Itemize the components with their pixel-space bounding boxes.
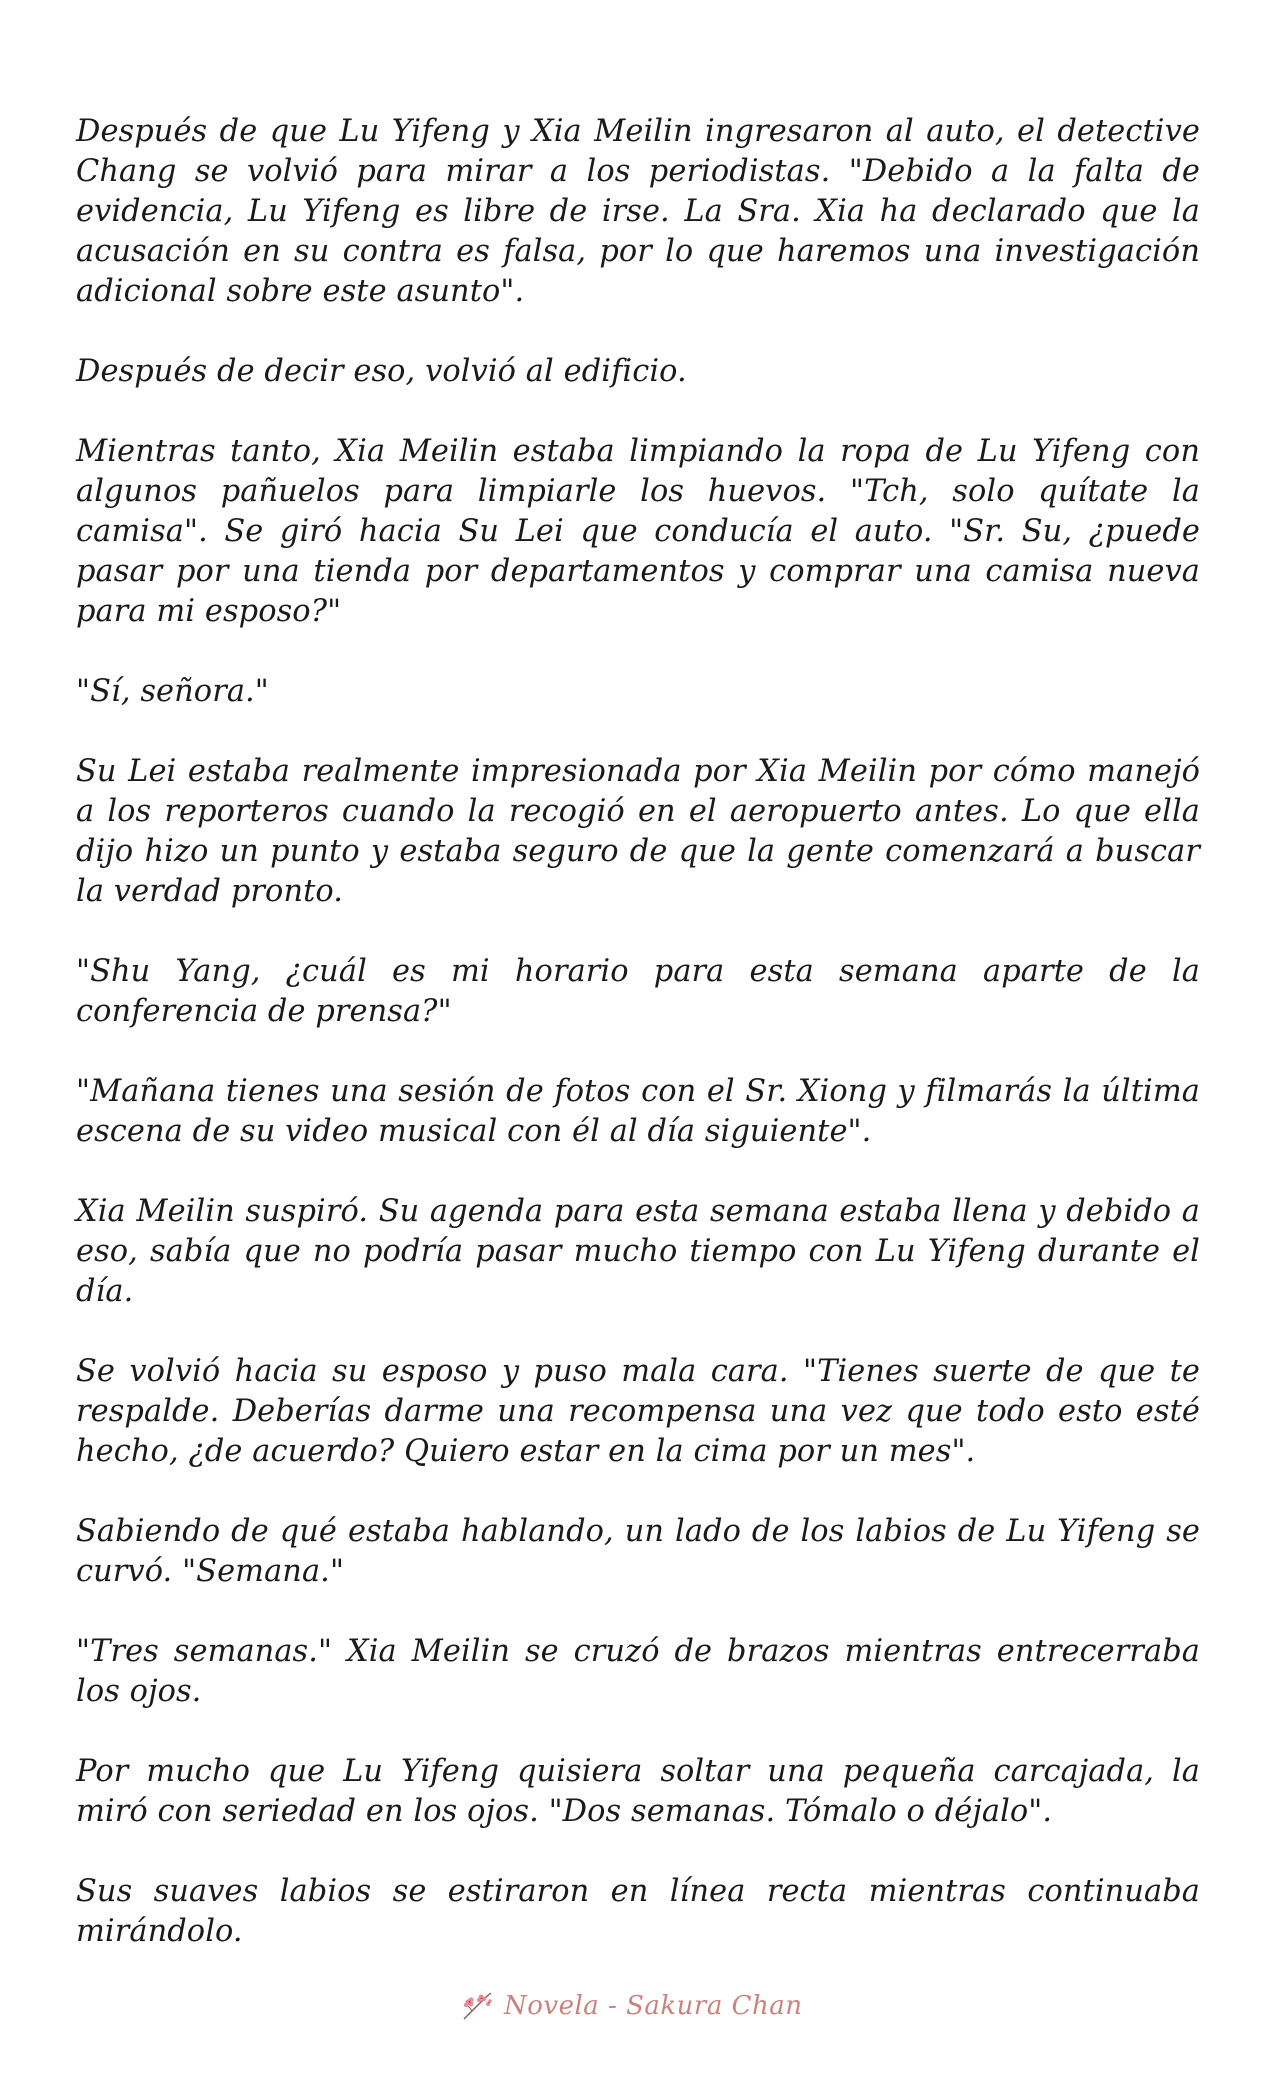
document-body <box>76 112 1200 1992</box>
paragraph: Sus suaves labios se estiraron en línea recta mientras continuaba mirándolo. <box>76 1874 1200 1949</box>
watermark-text: Novela - Sakura Chan <box>504 1991 803 2021</box>
paragraph: "Tres semanas." Xia Meilin se cruzó de brazos mientras entrecerraba los ojos. <box>76 1634 1200 1709</box>
paragraph: Por mucho que Lu Yifeng quisiera soltar una pequeña carcajada, la miró con seriedad en los ojos. "Dos semanas. Tómalo o déjalo". <box>76 1754 1200 1829</box>
paragraph: Sabiendo de qué estaba hablando, un lado de los labios de Lu Yifeng se curvó. "Semana." <box>76 1514 1200 1589</box>
paragraph: "Shu Yang, ¿cuál es mi horario para esta semana aparte de la conferencia de prensa?" <box>76 954 1200 1029</box>
paragraph: Después de que Lu Yifeng y Xia Meilin ingresaron al auto, el detective Chang se volvió para mirar a los periodistas. "Debido a la falta de evidencia, Lu Yifeng es libre de irse. La Sra. Xia ha declarado que la acusación en su contra es falsa, por lo que haremos una investigación adicional sobre este asunto". <box>76 114 1200 309</box>
paragraph: Se volvió hacia su esposo y puso mala cara. "Tienes suerte de que te respalde. Deberías darme una recompensa una vez que todo esto esté hecho, ¿de acuerdo? Quiero estar en la cima por un mes". <box>76 1354 1200 1469</box>
watermark <box>460 1986 803 2026</box>
sakura-blossom-icon <box>460 1989 494 2023</box>
paragraph: Xia Meilin suspiró. Su agenda para esta semana estaba llena y debido a eso, sabía que no podría pasar mucho tiempo con Lu Yifeng durante el día. <box>76 1194 1200 1309</box>
paragraph: "Mañana tienes una sesión de fotos con el Sr. Xiong y filmarás la última escena de su video musical con él al día siguiente". <box>76 1074 1200 1149</box>
paragraph: Mientras tanto, Xia Meilin estaba limpiando la ropa de Lu Yifeng con algunos pañuelos para limpiarle los huevos. "Tch, solo quítate la camisa". Se giró hacia Su Lei que conducía el auto. "Sr. Su, ¿puede pasar por una tienda por departamentos y comprar una camisa nueva para mi esposo?" <box>76 434 1200 629</box>
paragraph: Después de decir eso, volvió al edificio. <box>76 354 687 389</box>
paragraph: "Sí, señora." <box>76 674 269 709</box>
paragraph: Su Lei estaba realmente impresionada por Xia Meilin por cómo manejó a los reporteros cuando la recogió en el aeropuerto antes. Lo que ella dijo hizo un punto y estaba seguro de que la gente comenzará a buscar la verdad pronto. <box>76 754 1200 909</box>
